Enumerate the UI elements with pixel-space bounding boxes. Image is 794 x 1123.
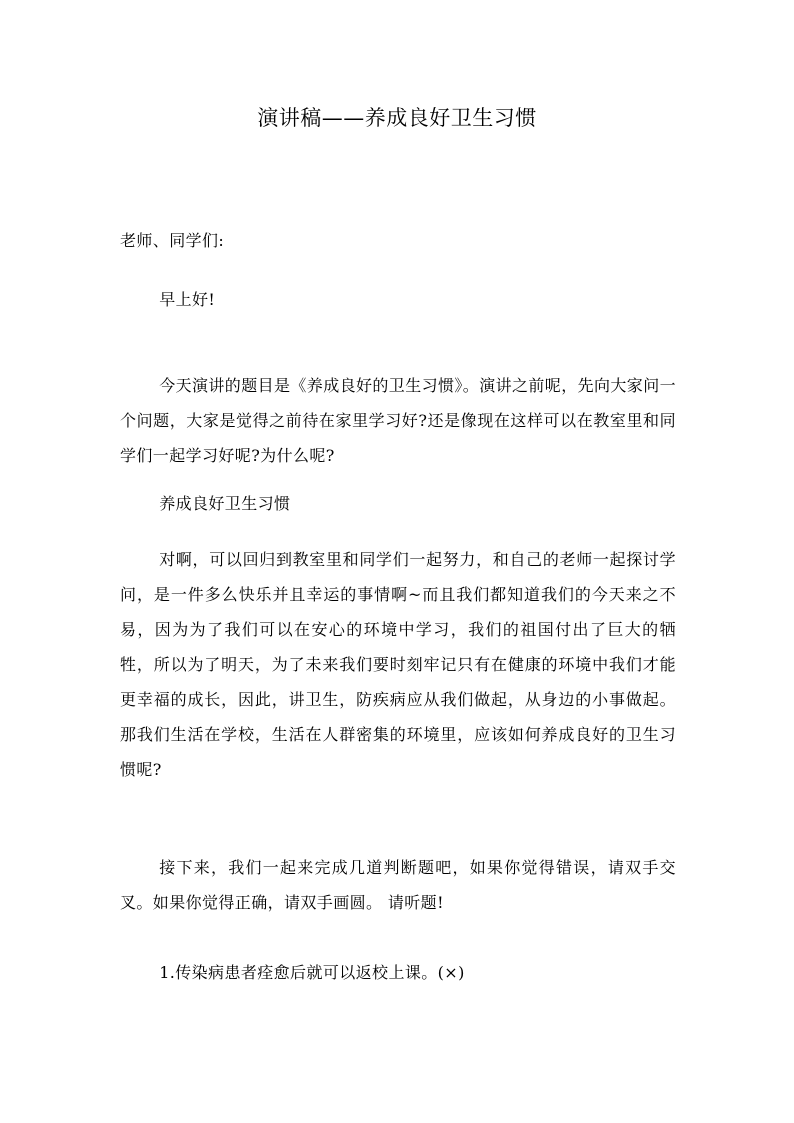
body-paragraph: 对啊，可以回归到教室里和同学们一起努力，和自己的老师一起探讨学问，是一件多么快乐并且幸运的事情啊~而且我们都知道我们的今天来之不易，因为为了我们可以在安心的环境中学习，我们的祖国付出了巨大的牺牲，所以为了明天，为了未来我们要时刻牢记只有在健康的环境中我们才能更幸福的成长，因此，讲卫生，防疾病应从我们做起，从身边的小事做起。那我们生活在学校，生活在人群密集的环境里，应该如何养成良好的卫生习惯呢?: [120, 550, 676, 779]
question-item: 1.传染病患者痊愈后就可以返校上课。(×): [159, 963, 465, 982]
salutation: 老师、同学们:: [120, 231, 225, 250]
intro-paragraph: 今天演讲的题目是《养成良好的卫生习惯》。演讲之前呢，先向大家问一个问题，大家是觉得之前待在家里学习好?还是像现在这样可以在教室里和同学们一起学习好呢?为什么呢?: [120, 376, 676, 465]
document-title: 演讲稿——养成良好卫生习惯: [257, 106, 537, 130]
instruction-paragraph: 接下来，我们一起来完成几道判断题吧，如果你觉得错误，请双手交叉。如果你觉得正确，请双手画圆。 请听题!: [120, 858, 676, 912]
greeting: 早上好!: [159, 290, 216, 309]
section-subheading: 养成良好卫生习惯: [159, 494, 291, 513]
